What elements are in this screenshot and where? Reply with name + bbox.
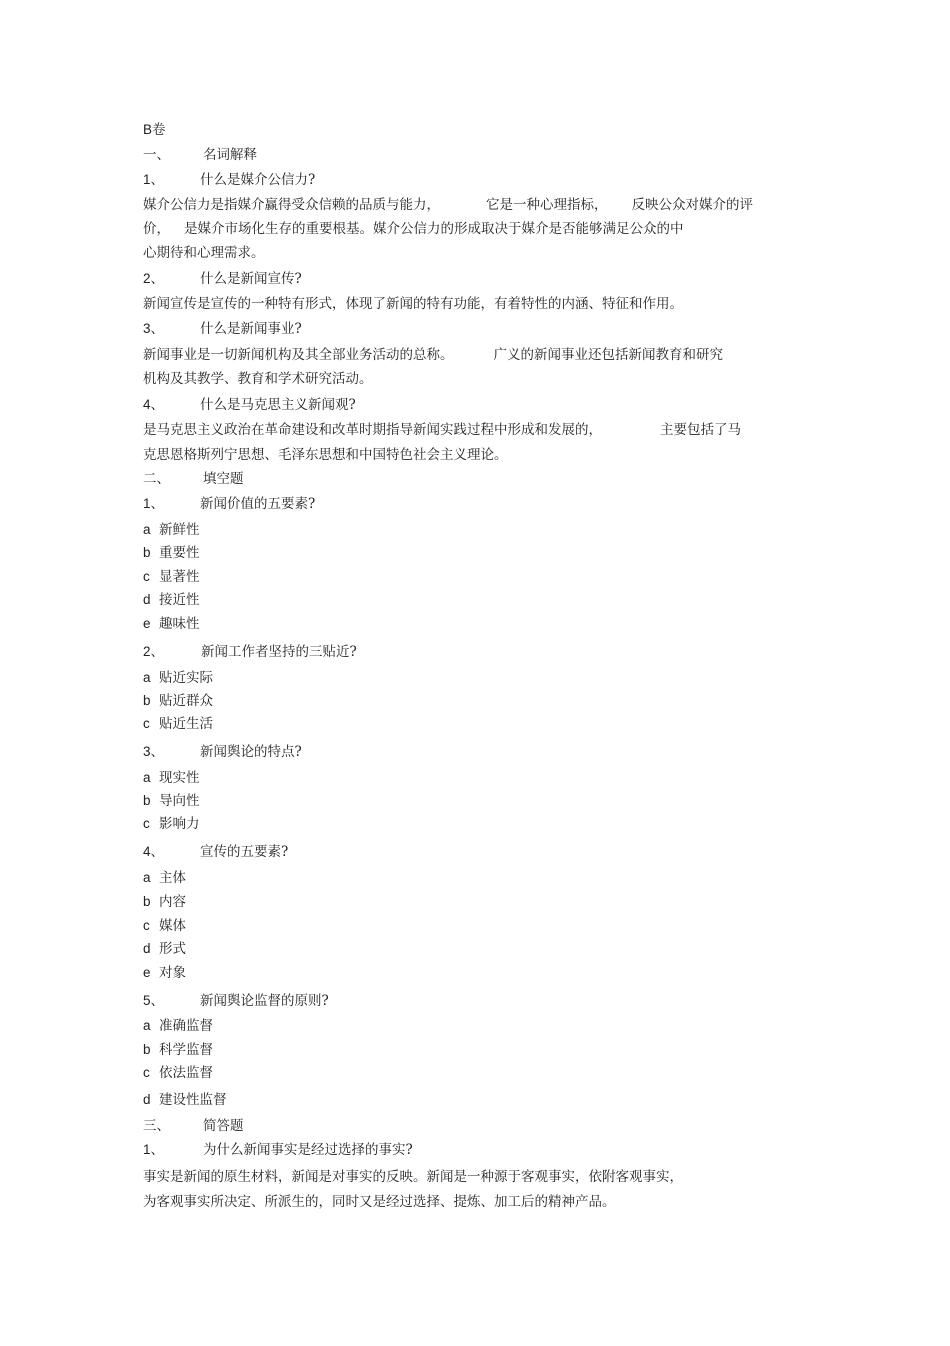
- option-letter: b: [143, 545, 151, 560]
- option-item: [143, 1064, 213, 1082]
- option-letter: b: [143, 693, 151, 708]
- option-item: [143, 692, 213, 710]
- option-letter: d: [143, 592, 151, 607]
- question-number: 2、: [143, 644, 165, 659]
- answer-text: 是马克思主义政治在革命建设和改革时期指导新闻实践过程中形成和发展的，: [143, 422, 602, 438]
- option-text: 主体: [159, 870, 186, 886]
- answer-text: 它是一种心理指标，: [486, 197, 608, 213]
- option-item: [143, 715, 213, 733]
- option-text: 内容: [159, 894, 186, 910]
- option-letter: a: [143, 522, 151, 537]
- answer-text: 是媒介市场化生存的重要根基。媒介公信力的形成取决于媒介是否能够满足公众的中: [184, 221, 684, 237]
- option-text: 建设性监督: [159, 1092, 227, 1108]
- question-number: 4、: [143, 397, 165, 412]
- option-text: 贴近生活: [159, 716, 213, 732]
- answer-line: [143, 220, 684, 238]
- option-letter: a: [143, 670, 151, 685]
- question: [143, 843, 288, 861]
- option-letter: c: [143, 1065, 150, 1080]
- question: [143, 743, 302, 761]
- option-letter: c: [143, 569, 150, 584]
- question-text: 什么是新闻事业?: [200, 321, 302, 337]
- question-text: 什么是媒介公信力?: [200, 172, 316, 188]
- question: [143, 320, 302, 338]
- question-text: 新闻舆论监督的原则?: [200, 993, 329, 1009]
- option-text: 对象: [159, 965, 186, 981]
- answer-line: [143, 346, 723, 364]
- option-item: [143, 964, 186, 982]
- option-letter: a: [143, 870, 151, 885]
- answer-line: [143, 421, 741, 439]
- question-text: 新闻价值的五要素?: [200, 496, 316, 512]
- answer-text: 主要包括了马: [660, 422, 741, 438]
- option-letter: b: [143, 793, 151, 808]
- option-text: 趣味性: [159, 616, 200, 632]
- question: [143, 396, 356, 414]
- question-number: 3、: [143, 744, 165, 759]
- question-number: 1、: [143, 1142, 165, 1157]
- option-letter: e: [143, 965, 151, 980]
- answer-text: 价，: [143, 221, 170, 237]
- option-item: [143, 917, 186, 935]
- option-text: 贴近群众: [159, 693, 213, 709]
- answer-line: 心期待和心理需求。: [143, 245, 265, 261]
- option-letter: c: [143, 716, 150, 731]
- question: [143, 992, 329, 1010]
- option-item: [143, 893, 186, 911]
- option-letter: e: [143, 616, 151, 631]
- section-title: 填空题: [203, 471, 244, 487]
- question-text: 新闻工作者坚持的三贴近?: [201, 644, 357, 660]
- option-item: [143, 869, 186, 887]
- option-text: 科学监督: [159, 1042, 213, 1058]
- option-letter: d: [143, 941, 151, 956]
- option-item: [143, 521, 200, 539]
- option-text: 形式: [159, 941, 186, 957]
- question: [143, 171, 315, 189]
- option-item: [143, 544, 200, 562]
- option-item: [143, 1091, 227, 1109]
- section-heading: [143, 470, 244, 488]
- answer-line: 为客观事实所决定、所派生的，同时又是经过选择、提炼、加工后的精神产品。: [143, 1194, 616, 1210]
- option-text: 导向性: [159, 793, 200, 809]
- exam-title: B卷: [143, 122, 166, 137]
- section-heading: [143, 1117, 244, 1135]
- question-number: 4、: [143, 844, 165, 859]
- option-item: [143, 669, 213, 687]
- answer-text: 广义的新闻事业还包括新闻教育和研究: [493, 347, 723, 363]
- question-text: 宣传的五要素?: [200, 844, 289, 860]
- answer-line: 事实是新闻的原生材料，新闻是对事实的反映。新闻是一种源于客观事实，依附客观事实，: [143, 1169, 683, 1185]
- option-letter: b: [143, 1042, 151, 1057]
- option-text: 影响力: [159, 816, 200, 832]
- option-letter: d: [143, 1092, 151, 1107]
- option-item: [143, 1017, 213, 1035]
- question-text: 什么是新闻宣传?: [200, 271, 302, 287]
- answer-line: [143, 196, 753, 214]
- option-item: [143, 815, 200, 833]
- answer-text: 新闻事业是一切新闻机构及其全部业务活动的总称。: [143, 347, 454, 363]
- question: [143, 1141, 413, 1159]
- question-text: 新闻舆论的特点?: [200, 744, 302, 760]
- section-number: 一、: [143, 147, 170, 162]
- answer-line: 新闻宣传是宣传的一种特有形式，体现了新闻的特有功能，有着特性的内涵、特征和作用。: [143, 296, 683, 312]
- option-item: [143, 615, 200, 633]
- section-number: 二、: [143, 471, 170, 486]
- section-title: 名词解释: [203, 147, 257, 163]
- question-number: 1、: [143, 496, 165, 511]
- question-number: 2、: [143, 271, 165, 286]
- option-item: [143, 769, 200, 787]
- option-item: [143, 940, 186, 958]
- question: [143, 495, 315, 513]
- question-text: 为什么新闻事实是经过选择的事实?: [203, 1142, 413, 1158]
- question-number: 5、: [143, 993, 165, 1008]
- section-heading: [143, 146, 257, 164]
- option-text: 现实性: [159, 770, 200, 786]
- option-text: 重要性: [159, 545, 200, 561]
- option-item: [143, 792, 200, 810]
- option-text: 贴近实际: [159, 670, 213, 686]
- option-letter: c: [143, 918, 150, 933]
- option-text: 依法监督: [159, 1065, 213, 1081]
- option-letter: a: [143, 1018, 151, 1033]
- question-number: 3、: [143, 321, 165, 336]
- answer-line: 克思恩格斯列宁思想、毛泽东思想和中国特色社会主义理论。: [143, 447, 508, 463]
- answer-text: 反映公众对媒介的评: [631, 197, 753, 213]
- option-text: 接近性: [159, 592, 200, 608]
- option-text: 准确监督: [159, 1018, 213, 1034]
- question-text: 什么是马克思主义新闻观?: [200, 397, 356, 413]
- answer-line: 机构及其教学、教育和学术研究活动。: [143, 371, 373, 387]
- option-text: 新鲜性: [159, 522, 200, 538]
- section-number: 三、: [143, 1118, 170, 1133]
- option-item: [143, 568, 200, 586]
- option-text: 显著性: [159, 569, 200, 585]
- option-letter: a: [143, 770, 151, 785]
- answer-text: 媒介公信力是指媒介赢得受众信赖的品质与能力，: [143, 197, 440, 213]
- option-letter: b: [143, 894, 151, 909]
- option-item: [143, 1041, 213, 1059]
- option-letter: c: [143, 816, 150, 831]
- question: [143, 643, 357, 661]
- question: [143, 270, 302, 288]
- option-text: 媒体: [159, 918, 186, 934]
- option-item: [143, 591, 200, 609]
- section-title: 简答题: [203, 1118, 244, 1134]
- question-number: 1、: [143, 172, 165, 187]
